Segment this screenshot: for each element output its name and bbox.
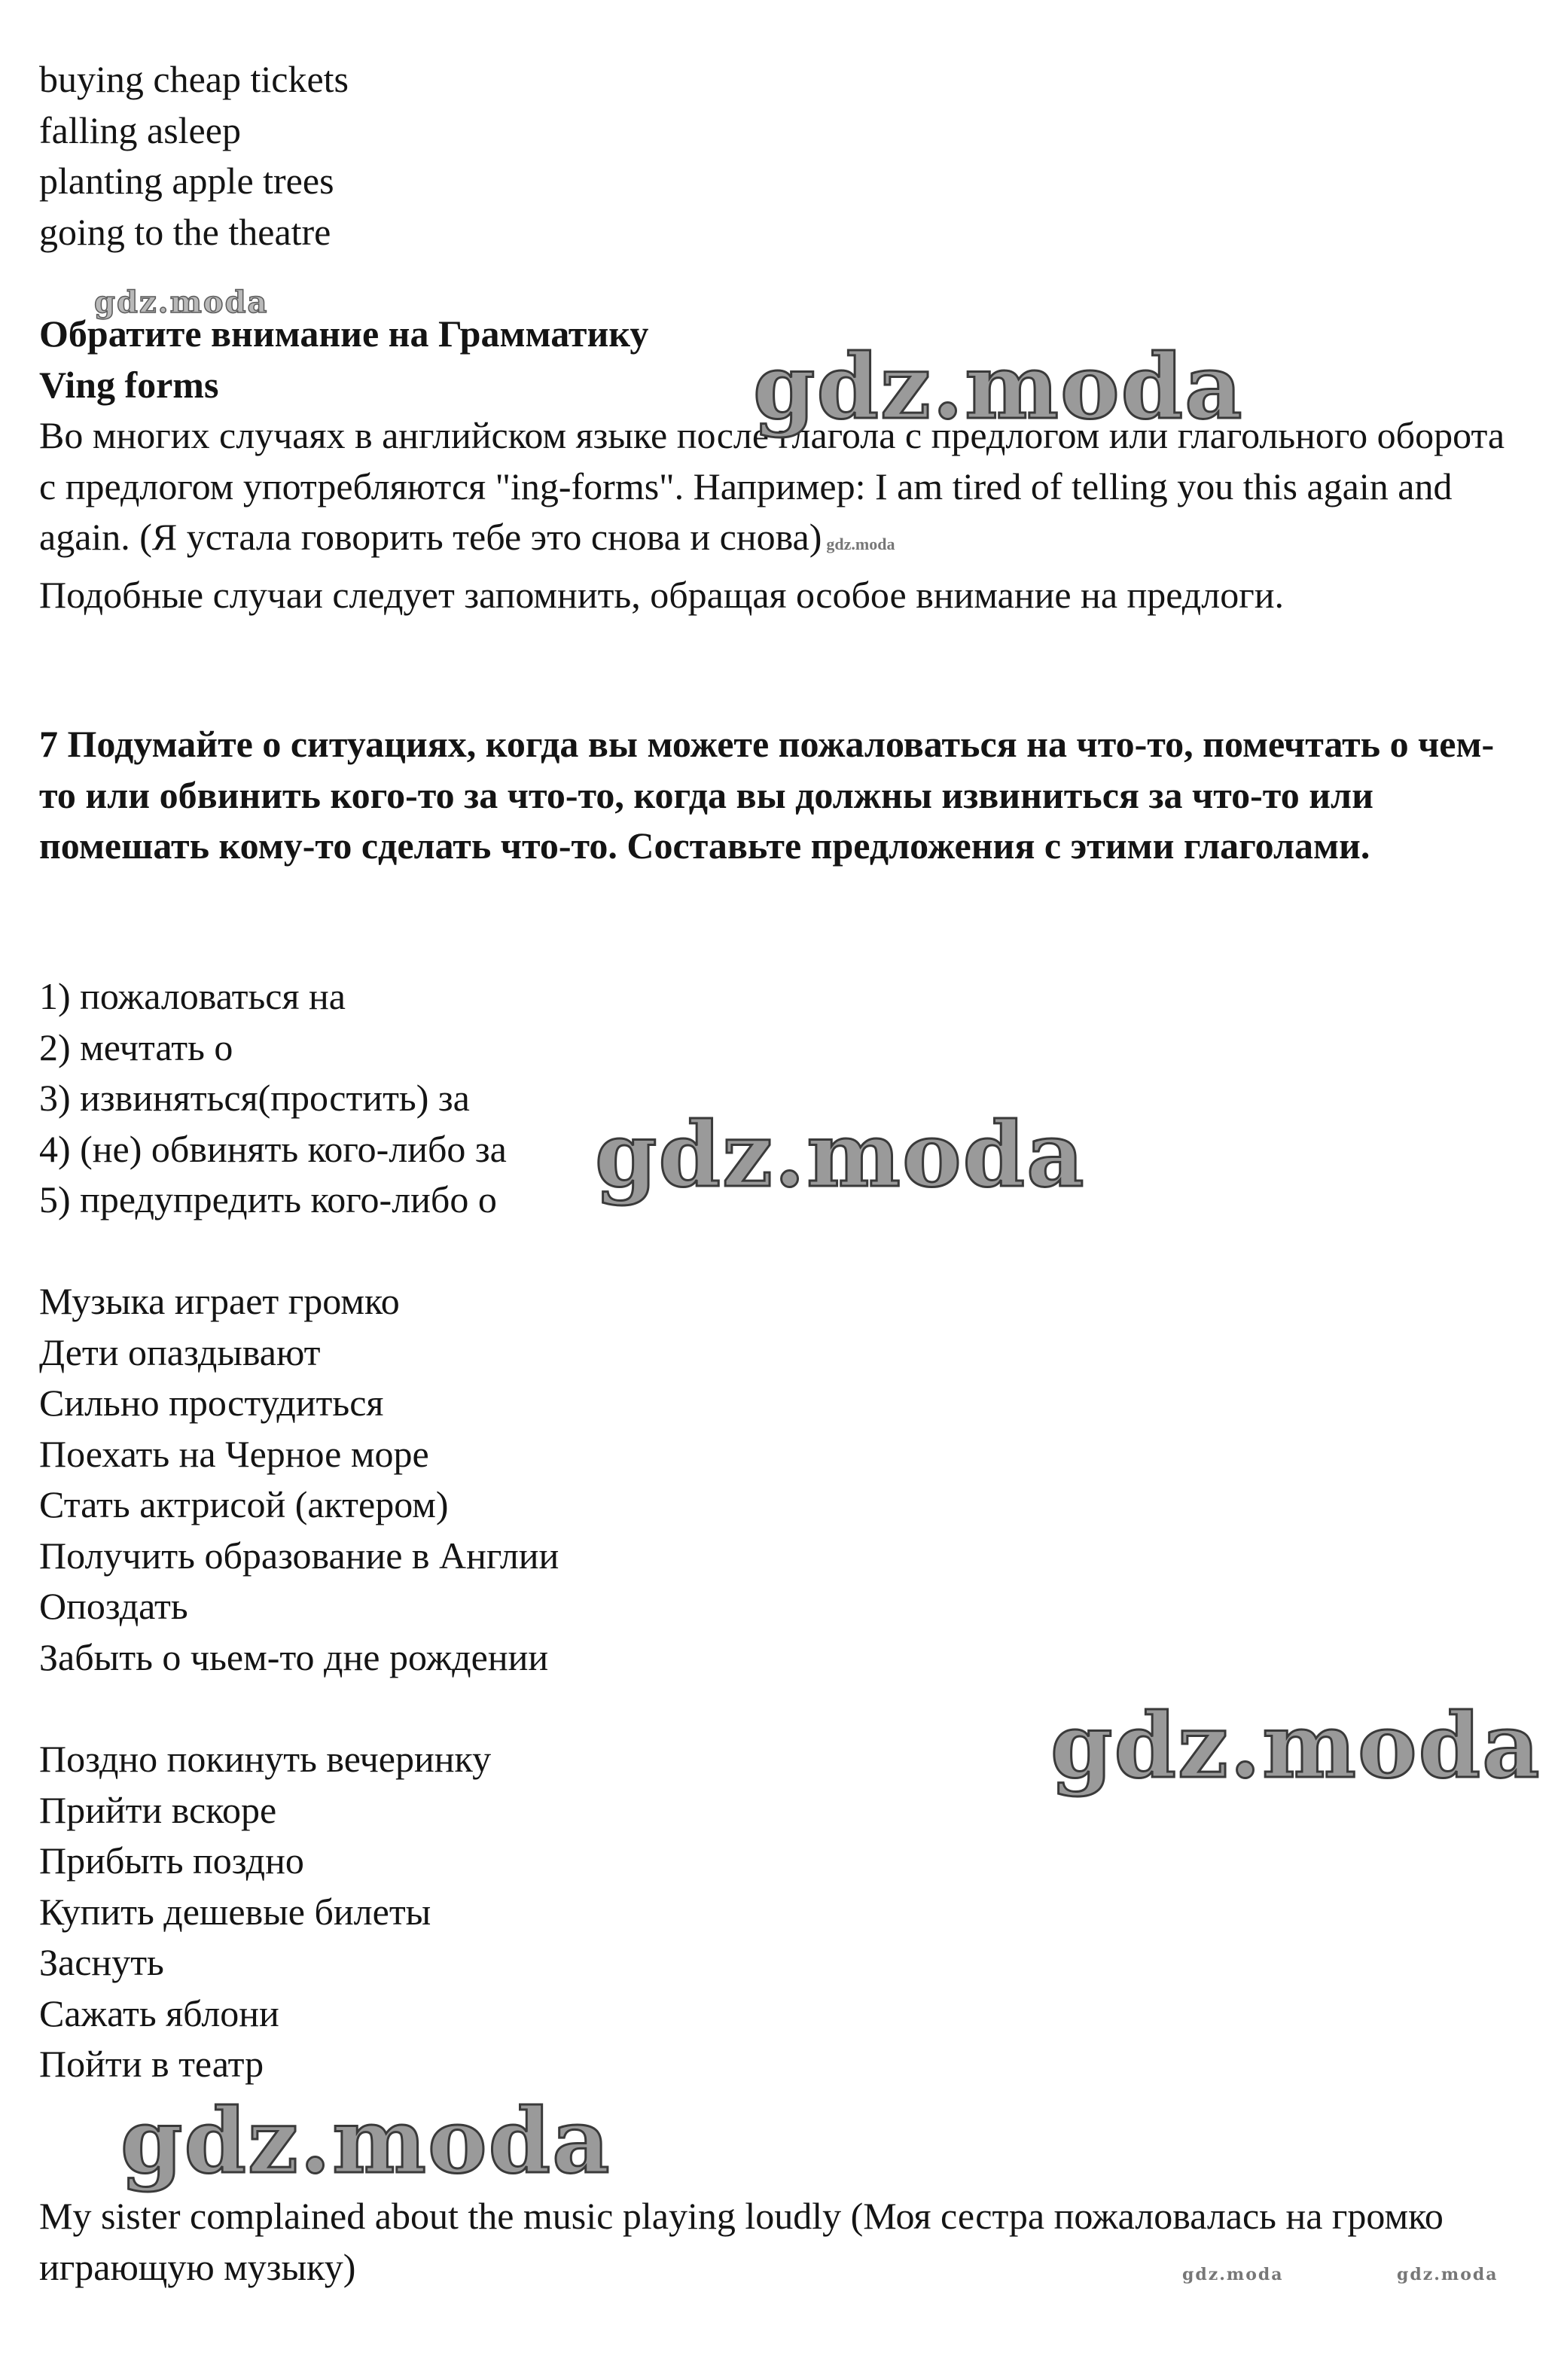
verb-item: 5) предупредить кого-либо о — [39, 1178, 497, 1220]
situation-item: Дети опаздывают — [39, 1330, 321, 1373]
list-item: planting apple trees — [39, 160, 334, 202]
situation-item: Поехать на Черное море — [39, 1432, 429, 1475]
situation-item: Сильно простудиться — [39, 1382, 384, 1424]
situation-item: Музыка играет громко — [39, 1280, 400, 1322]
list-item: falling asleep — [39, 108, 241, 151]
situation-item: Пойти в театр — [39, 2043, 264, 2085]
grammar-paragraph-text: Во многих случаях в английском языке после глагола с предлогом или глагольного оборота с предлогом употребляются "ing-forms". Например: I am tired of telling you this again and again. (Я устала говорить тебе это снова и снова) — [39, 414, 1505, 558]
situation-item: Сажать яблони — [39, 1991, 279, 2034]
list-item: buying cheap tickets — [39, 58, 349, 100]
situation-item: Заснуть — [39, 1941, 164, 1983]
watermark: gdz.moda — [94, 285, 269, 320]
grammar-note: Подобные случаи следует запомнить, обращая особое внимание на предлоги. — [39, 573, 1284, 616]
answer-block — [39, 2191, 1530, 2293]
situation-item: Прибыть поздно — [39, 1839, 304, 1882]
answer-text: My sister complained about the music playing loudly (Моя сестра пожаловалась на громко играющую музыку) — [39, 2195, 1444, 2288]
watermark: gdz.moda — [1397, 2265, 1498, 2284]
exercise-task — [39, 719, 1530, 872]
task-text: 7 Подумайте о ситуациях, когда вы можете пожаловаться на что-то, помечтать о чем-то или обвинить кого-то за что-то, когда вы должны извиниться за что-то или помешать кому-то сделать что-то. Составьте предложения с этими глаголами. — [39, 723, 1495, 867]
verb-item: 1) пожаловаться на — [39, 975, 346, 1017]
watermark: gdz.moda — [753, 334, 1244, 439]
situation-item: Стать актрисой (актером) — [39, 1483, 449, 1525]
verb-item: 3) извиняться(простить) за — [39, 1077, 470, 1119]
watermark: gdz.moda — [1050, 1693, 1541, 1798]
grammar-subheading: Ving forms — [39, 363, 219, 406]
watermark: gdz.moda — [595, 1102, 1086, 1207]
top-list — [39, 54, 1530, 258]
situation-item: Забыть о чьем-то дне рождении — [39, 1635, 549, 1678]
situation-item: Получить образование в Англии — [39, 1534, 559, 1577]
situations-list-a — [39, 1276, 1530, 1683]
watermark: gdz.moda — [1182, 2265, 1284, 2284]
situation-item: Прийти вскоре — [39, 1788, 277, 1831]
situation-item: Поздно покинуть вечеринку — [39, 1738, 492, 1780]
watermark-inline: gdz.moda — [826, 535, 895, 553]
list-item: going to the theatre — [39, 210, 331, 253]
watermark: gdz.moda — [120, 2089, 611, 2193]
situation-item: Опоздать — [39, 1585, 188, 1627]
verb-item: 4) (не) обвинять кого-либо за — [39, 1127, 507, 1170]
grammar-heading: Обратите внимание на Грамматику — [39, 312, 649, 355]
verb-item: 2) мечтать о — [39, 1025, 233, 1068]
situation-item: Купить дешевые билеты — [39, 1890, 431, 1933]
